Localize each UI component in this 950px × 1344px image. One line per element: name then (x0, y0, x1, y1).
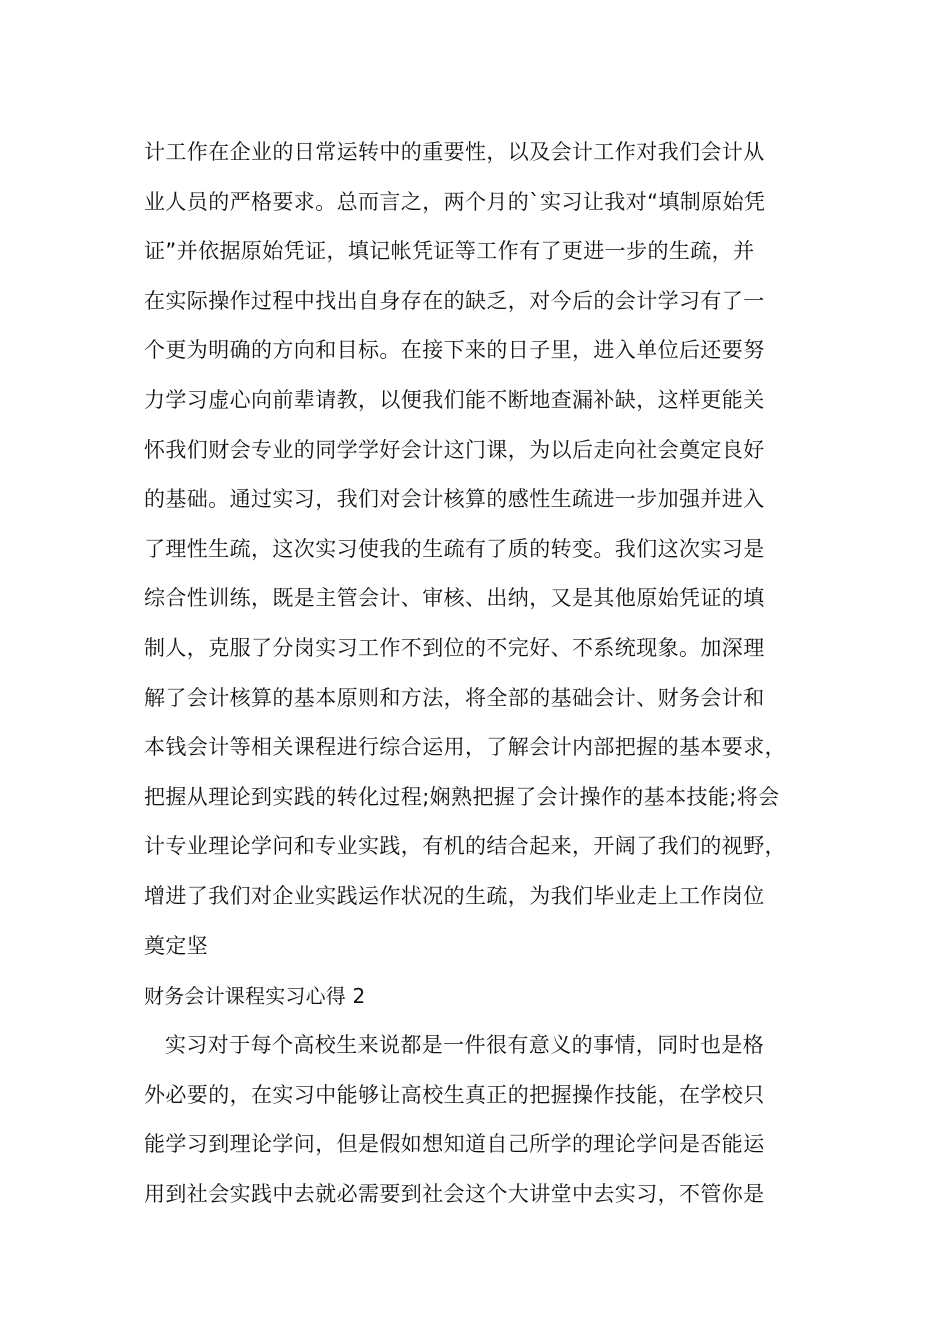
text-line: 把握从理论到实践的转化过程;娴熟把握了会计操作的基本技能;将会 (144, 784, 780, 809)
paragraph-1 (144, 128, 820, 971)
text-line: 本钱会计等相关课程进行综合运用，了解会计内部把握的基本要求， (144, 735, 786, 760)
text-line: 计工作在企业的日常运转中的重要性，以及会计工作对我们会计从 (144, 140, 765, 164)
text-line: 计专业理论学问和专业实践，有机的结合起来，开阔了我们的视野， (144, 834, 786, 859)
text-line: 力学习虚心向前辈请教，以便我们能不断地查漏补缺，这样更能关 (144, 387, 765, 412)
text-line: 增进了我们对企业实践运作状况的生疏，为我们毕业走上工作岗位 (144, 883, 765, 908)
text-line: 在实际操作过程中找出自身存在的缺乏，对今后的会计学习有了一 (144, 288, 765, 313)
text-line: 了理性生疏，这次实习使我的生疏有了质的转变。我们这次实习是 (144, 536, 765, 561)
text-line: 综合性训练，既是主管会计、审核、出纳，又是其他原始凭证的填 (144, 586, 765, 611)
text-line: 实习对于每个高校生来说都是一件很有意义的事情，同时也是格 (165, 1033, 765, 1058)
text-line: 解了会计核算的基本原则和方法，将全部的基础会计、财务会计和 (144, 685, 765, 710)
text-line: 业人员的严格要求。总而言之，两个月的`实习让我对“填制原始凭 (144, 189, 766, 214)
text-line: 奠定坚 (144, 933, 209, 958)
text-line: 制人，克服了分岗实习工作不到位的不完好、不系统现象。加深理 (144, 635, 765, 660)
document-content (144, 128, 820, 1219)
text-line: 能学习到理论学问，但是假如想知道自己所学的理论学问是否能运 (144, 1132, 765, 1157)
section-heading: 财务会计课程实习心得 2 (144, 984, 366, 1009)
text-line: 证”并依据原始凭证，填记帐凭证等工作有了更进一步的生疏，并 (144, 239, 755, 264)
text-line: 用到社会实践中去就必需要到社会这个大讲堂中去实习，不管你是 (144, 1181, 765, 1206)
text-line: 怀我们财会专业的同学学好会计这门课，为以后走向社会奠定良好 (144, 437, 765, 462)
text-line: 的基础。通过实习，我们对会计核算的感性生疏进一步加强并进入 (144, 487, 765, 512)
text-line: 个更为明确的方向和目标。在接下来的日子里，进入单位后还要努 (144, 338, 765, 363)
paragraph-2 (144, 1021, 820, 1219)
text-line: 外必要的，在实习中能够让高校生真正的把握操作技能，在学校只 (144, 1082, 765, 1107)
